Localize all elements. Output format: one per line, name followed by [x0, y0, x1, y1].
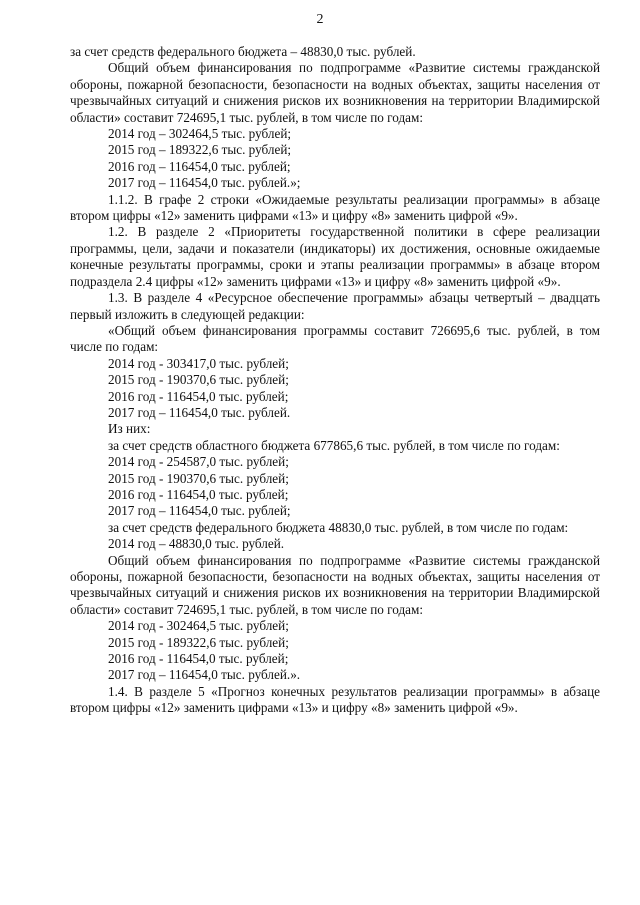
paragraph: 1.2. В разделе 2 «Приоритеты государственной политики в сфере реализации программы, цели, задачи и показатели (индикаторы) их достижения, основные ожидаемые конечные результаты программы, сроки и этапы реализации программы» в абзаце втором подраздела 2.4 цифры «12» заменить цифрами «13» и цифру «8» заменить цифрой «9». — [70, 224, 600, 289]
year-line: 2014 год – 48830,0 тыс. рублей. — [108, 536, 285, 552]
year-line: 2014 год – 302464,5 тыс. рублей; — [108, 126, 292, 142]
document-body — [70, 44, 600, 717]
paragraph: за счет средств федерального бюджета 48830,0 тыс. рублей, в том числе по годам: — [108, 519, 569, 535]
paragraph: 1.1.2. В графе 2 строки «Ожидаемые результаты реализации программы» в абзаце втором цифры «12» заменить цифрами «13» и цифру «8» заменить цифрой «9». — [70, 191, 600, 224]
year-line: 2017 год – 116454,0 тыс. рублей; — [108, 503, 291, 519]
paragraph: Общий объем финансирования по подпрограмме «Развитие системы гражданской обороны, пожарной безопасности, безопасности на водных объектах, защиты населения от чрезвычайных ситуаций и снижения рисков их возникновения на территории Владимирской области» составит 724695,1 тыс. рублей, в том числе по годам: — [70, 60, 600, 125]
year-line: 2017 год – 116454,0 тыс. рублей. — [108, 404, 291, 420]
year-line: 2015 год – 189322,6 тыс. рублей; — [108, 142, 292, 158]
year-line: 2017 год – 116454,0 тыс. рублей.». — [108, 667, 301, 683]
year-line: 2015 год - 189322,6 тыс. рублей; — [108, 634, 289, 650]
year-line: 2016 год – 116454,0 тыс. рублей; — [108, 158, 291, 174]
year-line: 2016 год - 116454,0 тыс. рублей; — [108, 486, 289, 502]
year-line: 2017 год – 116454,0 тыс. рублей.»; — [108, 175, 301, 191]
paragraph: за счет средств областного бюджета 677865,6 тыс. рублей, в том числе по годам: — [108, 437, 560, 453]
paragraph: Из них: — [108, 421, 151, 437]
year-line: 2015 год - 190370,6 тыс. рублей; — [108, 372, 289, 388]
paragraph: 1.3. В разделе 4 «Ресурсное обеспечение программы» абзацы четвертый – двадцать первый изложить в следующей редакции: — [70, 290, 600, 322]
paragraph: за счет средств федерального бюджета – 48830,0 тыс. рублей. — [70, 44, 416, 59]
paragraph: Общий объем финансирования по подпрограмме «Развитие системы гражданской обороны, пожарной безопасности, безопасности на водных объектах, защиты населения от чрезвычайных ситуаций и снижения рисков их возникновения на территории Владимирской области» составит 724695,1 тыс. рублей, в том числе по годам: — [70, 552, 600, 617]
paragraph: 1.4. В разделе 5 «Прогноз конечных результатов реализации программы» в абзаце втором цифры «12» заменить цифрами «13» и цифру «8» заменить цифрой «9». — [70, 683, 600, 716]
year-line: 2016 год - 116454,0 тыс. рублей; — [108, 388, 289, 404]
year-line: 2014 год - 302464,5 тыс. рублей; — [108, 618, 289, 634]
year-line: 2016 год - 116454,0 тыс. рублей; — [108, 651, 289, 667]
page-number: 2 — [316, 12, 324, 27]
year-line: 2014 год - 254587,0 тыс. рублей; — [108, 454, 289, 470]
year-line: 2014 год - 303417,0 тыс. рублей; — [108, 355, 289, 371]
paragraph: «Общий объем финансирования программы составит 726695,6 тыс. рублей, в том числе по годам: — [70, 322, 600, 355]
year-line: 2015 год - 190370,6 тыс. рублей; — [108, 470, 289, 486]
